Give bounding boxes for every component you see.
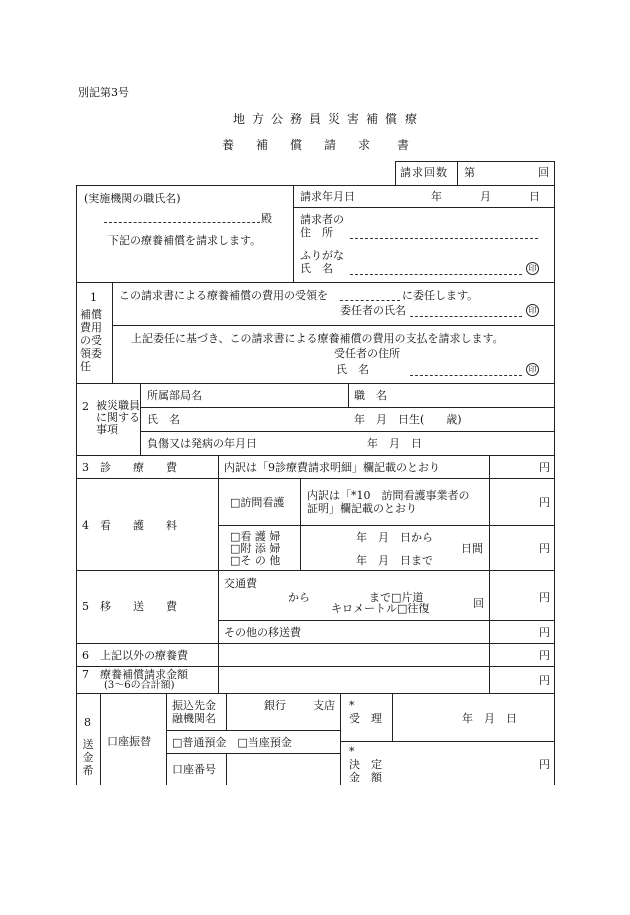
nurse-checkbox[interactable]: □看 護 婦 bbox=[230, 530, 281, 543]
department-field[interactable] bbox=[210, 386, 344, 405]
title-char: 療 bbox=[405, 112, 418, 126]
section2-number: 2 bbox=[82, 400, 89, 413]
request-count-field[interactable] bbox=[485, 164, 533, 182]
other-transport-label: その他の移送費 bbox=[224, 626, 301, 639]
form-number: 別記第3号 bbox=[78, 86, 129, 99]
bank-label: 銀行 bbox=[264, 699, 286, 712]
section2-label: 被災職員に関する事項 bbox=[96, 399, 140, 436]
section4-label: 4 看 護 料 bbox=[82, 519, 177, 532]
victim-name-label: 氏 名 bbox=[147, 413, 180, 426]
attendant-checkbox[interactable]: □附 添 婦 bbox=[230, 542, 281, 555]
account-number-label: 口座番号 bbox=[172, 763, 216, 776]
section3-unit: 円 bbox=[539, 461, 550, 474]
title-char: 務 bbox=[290, 112, 303, 126]
section5-label: 5 移 送 費 bbox=[82, 600, 177, 613]
section7-sub: (3～6の合計額) bbox=[104, 680, 175, 691]
delegator-name-label: 委任者の氏名 bbox=[340, 304, 406, 317]
decision-label-1: 決 定 bbox=[349, 758, 382, 771]
transport-from: から bbox=[288, 591, 310, 604]
receiver-name-field[interactable] bbox=[410, 361, 522, 375]
section6-unit: 円 bbox=[539, 649, 550, 662]
request-date-year: 年 bbox=[431, 190, 442, 203]
branch-label: 支店 bbox=[313, 699, 335, 712]
section4-unit-b: 円 bbox=[539, 542, 550, 555]
claimant-label: 請求者の bbox=[300, 213, 344, 226]
title-char: 方 bbox=[252, 112, 265, 126]
bank-label-1: 振込先金 bbox=[172, 699, 216, 712]
title-char: 養 bbox=[222, 138, 235, 152]
request-count-dai: 第 bbox=[464, 166, 475, 179]
title-char: 災 bbox=[328, 112, 341, 126]
transport-label: 交通費 bbox=[224, 577, 257, 590]
section8-label: 送金希 bbox=[82, 738, 94, 777]
deposit-type-checkboxes[interactable]: □普通預金 □当座預金 bbox=[172, 736, 292, 749]
request-text: 下記の療養補償を請求します。 bbox=[108, 234, 262, 247]
agency-name-field[interactable] bbox=[104, 208, 260, 222]
request-date-month: 月 bbox=[480, 190, 491, 203]
birth-date-label: 年 月 日生( 歳) bbox=[354, 413, 462, 426]
section1-line1: この請求書による療養補償の費用の受領を bbox=[119, 289, 328, 302]
account-number-field[interactable] bbox=[230, 757, 336, 781]
receiver-seal: 印 bbox=[526, 363, 539, 376]
visit-nursing-checkbox[interactable]: □訪問看護 bbox=[230, 496, 285, 509]
title-char: 求 bbox=[358, 138, 371, 152]
nursing-from: 年 月 日から bbox=[356, 531, 433, 544]
title-char: 書 bbox=[397, 138, 410, 152]
request-count-label: 請求回数 bbox=[400, 166, 448, 179]
receiver-address-label: 受任者の住所 bbox=[334, 347, 400, 360]
injury-date-value: 年 月 日 bbox=[367, 437, 422, 450]
agency-label: (実施機関の職氏名) bbox=[84, 192, 181, 205]
section1-number: 1 bbox=[90, 291, 97, 304]
claimant-address-field[interactable] bbox=[350, 224, 538, 238]
request-date-label: 請求年月日 bbox=[300, 190, 355, 203]
delegator-seal: 印 bbox=[526, 304, 539, 317]
visit-detail-1: 内訳は「*10 訪問看護事業者の bbox=[307, 489, 470, 502]
section3-label: 3 診 療 費 bbox=[82, 461, 177, 474]
claimant-address-label: 住 所 bbox=[300, 226, 333, 239]
section7-label: 7 療養補償請求金額 bbox=[82, 668, 188, 681]
title-char: 公 bbox=[271, 112, 284, 126]
transport-to[interactable]: まで□片道 bbox=[369, 591, 424, 604]
visit-detail-2: 証明」欄記載のとおり bbox=[307, 502, 417, 515]
claimant-name-label: 氏 名 bbox=[300, 262, 333, 275]
title-char: 請 bbox=[324, 138, 337, 152]
title-char: 補 bbox=[256, 138, 269, 152]
job-title-label: 職 名 bbox=[354, 389, 387, 402]
delegatee-field[interactable] bbox=[340, 287, 400, 300]
receiver-name-label: 氏 名 bbox=[336, 363, 369, 376]
transfer-label: 口座振替 bbox=[107, 735, 151, 748]
title-char: 償 bbox=[290, 138, 303, 152]
transport-times: 回 bbox=[473, 597, 484, 610]
department-label: 所属部局名 bbox=[147, 389, 202, 402]
request-count-kai: 回 bbox=[538, 166, 549, 179]
delegator-name-field[interactable] bbox=[410, 302, 522, 316]
section5-unit-a: 円 bbox=[539, 591, 550, 604]
other-checkbox[interactable]: □そ の 他 bbox=[230, 554, 281, 567]
decision-label-2: 金 額 bbox=[349, 771, 382, 784]
section6-label: 6 上記以外の療養費 bbox=[82, 649, 188, 662]
request-date-day: 日 bbox=[529, 190, 540, 203]
section1-label: 補償費用の受領委任 bbox=[80, 308, 102, 373]
title-char: 償 bbox=[385, 112, 398, 126]
section5-unit-b: 円 bbox=[539, 626, 550, 639]
section8-unit: 円 bbox=[539, 758, 550, 771]
section4-unit-a: 円 bbox=[539, 496, 550, 509]
transport-km[interactable]: キロメートル□往復 bbox=[331, 602, 430, 615]
furigana-label: ふりがな bbox=[300, 249, 344, 262]
title-char: 害 bbox=[347, 112, 360, 126]
nursing-until: 年 月 日まで bbox=[356, 554, 433, 567]
claimant-name-field[interactable] bbox=[350, 260, 522, 274]
nursing-days: 日間 bbox=[461, 542, 483, 555]
title-char: 地 bbox=[233, 112, 246, 126]
victim-name-field[interactable] bbox=[210, 410, 348, 429]
job-title-field[interactable] bbox=[420, 386, 550, 405]
title-char: 補 bbox=[366, 112, 379, 126]
section8-number: 8 bbox=[84, 716, 91, 729]
receipt-date: 年 月 日 bbox=[462, 712, 517, 725]
claimant-seal: 印 bbox=[526, 262, 539, 275]
dono-label: 殿 bbox=[261, 212, 272, 225]
decision-mark: * bbox=[349, 745, 355, 758]
receipt-mark: * bbox=[349, 699, 355, 712]
section3-amount-field[interactable] bbox=[493, 458, 537, 476]
section1-line1-end: に委任します。 bbox=[402, 289, 479, 302]
receipt-label: 受 理 bbox=[349, 712, 382, 725]
injury-date-label: 負傷又は発病の年月日 bbox=[147, 437, 257, 450]
section7-unit: 円 bbox=[539, 674, 550, 687]
title-char: 員 bbox=[309, 112, 322, 126]
section1-line2: 上記委任に基づき、この請求書による療養補償の費用の支払を請求します。 bbox=[131, 332, 504, 345]
bank-label-2: 融機関名 bbox=[172, 712, 216, 725]
section3-detail: 内訳は「9診療費請求明細」欄記載のとおり bbox=[224, 461, 440, 474]
